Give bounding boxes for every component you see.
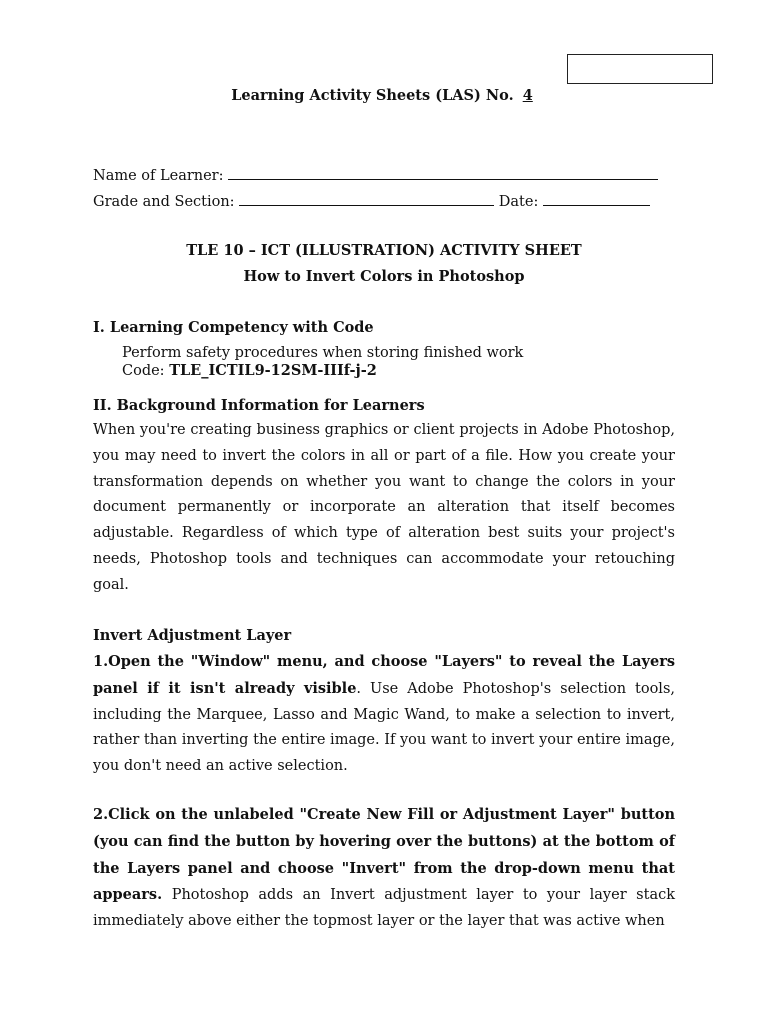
background-paragraph: When you're creating business graphics or client projects in Adobe Photoshop, you may need to invert the colors in all or part of a file. How you create your transformation depends on whether you want to change the colors in your document permanently or incorporate an alteration that itself becomes adjustable. Regardless of which type of alteration best suits your project's needs, Photoshop tools and techniques can accommodate your retouching goal. [93,422,675,593]
sheet-subtitle: How to Invert Colors in Photoshop [243,268,525,285]
date-label: Date: [498,194,539,210]
las-title [0,87,768,104]
step2-paragraph [93,802,675,935]
grade-label: Grade and Section: [93,194,235,210]
code-label: Code: [122,363,165,379]
las-title-prefix: Learning Activity Sheets (LAS) No. [231,87,514,104]
section1-heading: I. Learning Competency with Code [93,319,374,336]
code-value: TLE_ICTIL9-12SM-IIIf-j-2 [169,362,377,379]
corner-score-box [567,54,713,84]
step1-text: . Use Adobe Photoshop's selection tools, including the Marquee, Lasso and Magic Wand, to make a selection to invert, rather than inverting the entire image. If you want to invert your entire image, you don't need an active selection. [93,680,675,775]
section3-heading: Invert Adjustment Layer [93,627,292,644]
step2-bold-text: 2.Click on the unlabeled "Create New Fill or Adjustment Layer" button (you can find the button by hovering over the buttons) at the bottom of the Layers panel and choose "Invert" from the drop-down menu that appears. [93,806,675,904]
grade-blank[interactable] [239,191,494,206]
step2-text: Photoshop adds an Invert adjustment layer to your layer stack immediately above either the topmost layer or the layer that was active when [93,887,675,930]
step1-bold-text: 1.Open the "Window" menu, and choose "Layers" to reveal the Layers panel if it isn't already visible [93,653,675,697]
grade-date-row [93,191,650,210]
step1-paragraph [93,649,675,780]
competency-code-row [122,362,377,379]
name-label: Name of Learner: [93,168,224,184]
section2-heading: II. Background Information for Learners [93,397,425,414]
name-row [93,165,658,184]
las-number: 4 [522,87,533,104]
name-blank[interactable] [228,165,658,180]
sheet-title: TLE 10 – ICT (ILLUSTRATION) ACTIVITY SHEET [186,242,582,259]
competency-text: Perform safety procedures when storing finished work [122,345,524,361]
date-blank[interactable] [543,191,650,206]
